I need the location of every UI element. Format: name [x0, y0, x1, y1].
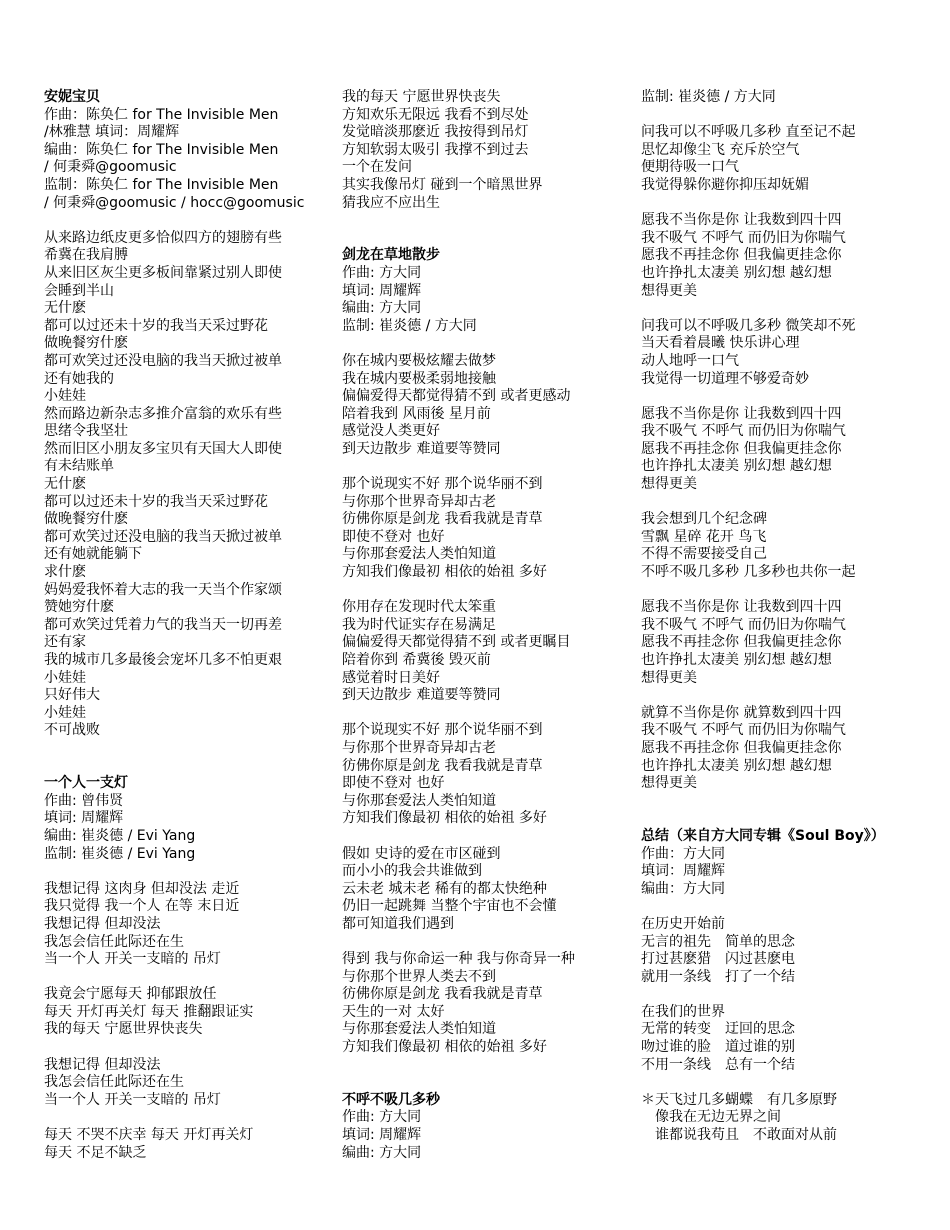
lyric-line: 与你那套爱法人类怕知道 [342, 792, 496, 809]
lyric-line: 就用一条线 打了一个结 [641, 968, 795, 985]
lyric-line: 做晚餐穷什麽 [44, 511, 128, 528]
stanza-spacer [342, 705, 622, 723]
song-title: 安妮宝贝 [44, 89, 100, 105]
lyric-line: 编曲：方大同 [641, 880, 725, 897]
lyric-line: 填词：周耀辉 [641, 863, 725, 880]
lyric-line: 不用一条线 总有一个结 [641, 1056, 795, 1073]
lyric-line: 无言的祖先 简单的思念 [641, 933, 795, 950]
stanza-spacer [342, 1057, 622, 1092]
lyric-line: 每天 不哭不庆幸 每天 开灯再关灯 [44, 1127, 254, 1144]
lyric-line: 即使不登对 也好 [342, 528, 445, 545]
lyric-line: 还有她就能躺下 [44, 546, 142, 563]
lyric-line: 我觉得躲你避你抑压却妩媚 [641, 176, 809, 193]
lyric-line: 求什麽 [44, 564, 86, 581]
lyric-line: 那个说现实不好 那个说华丽不到 [342, 722, 543, 739]
lyric-line: 思绪令我坚壮 [44, 423, 128, 440]
stanza-spacer [342, 212, 622, 247]
lyric-line: 雪飘 星碎 花开 鸟飞 [641, 528, 767, 545]
lyric-line: 我想记得 但却没法 [44, 1056, 161, 1073]
lyric-line: 方知我们像最初 相依的始祖 多好 [342, 810, 547, 827]
lyric-line: 愿我不再挂念你 但我偏更挂念你 [641, 247, 842, 264]
lyric-line: 方知我们像最初 相依的始祖 多好 [342, 1039, 547, 1056]
lyric-line: 吻过谁的脸 道过谁的别 [641, 1039, 795, 1056]
lyric-line: 还有她我的 [44, 370, 114, 387]
stanza-spacer [44, 863, 324, 881]
stanza-spacer [44, 212, 324, 230]
lyric-line: 发觉暗淡那麽近 我按得到吊灯 [342, 124, 529, 141]
lyric-line: 到天边散步 难道要等赞同 [342, 440, 501, 457]
lyric-line: 监制：陈奂仁 for The Invisible Men [44, 176, 279, 193]
lyric-line: 当天看着晨曦 快乐讲心理 [641, 335, 800, 352]
lyric-line: 填词: 周耀辉 [342, 282, 422, 299]
lyric-line: 与你那个世界奇异却古老 [342, 739, 496, 756]
lyric-line: 就算不当你是你 就算数到四十四 [641, 704, 842, 721]
lyric-line: 填词: 周耀辉 [44, 810, 124, 827]
lyric-line: 想得更美 [641, 669, 697, 686]
lyric-line: 我怎会信任此际还在生 [44, 933, 184, 950]
lyric-line: 作曲: 方大同 [342, 1109, 422, 1126]
lyric-line: 都可欢笑过凭着力气的我当天一切再差 [44, 616, 282, 633]
lyric-line: 作曲：陈奂仁 for The Invisible Men [44, 106, 279, 123]
lyric-line: 做晚餐穷什麽 [44, 335, 128, 352]
lyric-line: 监制: 崔炎德 / Evi Yang [44, 845, 196, 862]
stanza-spacer [641, 107, 941, 125]
lyric-line: 我的每天 宁愿世界快丧失 [342, 89, 501, 105]
lyric-line: 我只觉得 我一个人 在等 末日近 [44, 898, 240, 915]
lyric-line: 其实我像吊灯 碰到一个暗黑世界 [342, 176, 543, 193]
lyric-line: 我为时代证实存在易满足 [342, 616, 496, 633]
lyric-line: 也许挣扎太凄美 别幻想 越幻想 [641, 652, 832, 668]
lyric-line: 当一个人 开关一支暗的 吊灯 [44, 1091, 221, 1108]
lyric-line: 在历史开始前 [641, 915, 725, 932]
lyric-line: 从来旧区灰尘更多板间靠紧过别人即使 [44, 264, 282, 281]
lyric-line: 我竟会宁愿每天 抑郁跟放任 [44, 986, 217, 1003]
lyric-line: 想得更美 [641, 775, 697, 792]
lyric-line: 偏偏爱得天都觉得猜不到 或者更感动 [342, 388, 571, 405]
lyric-line: 我的城市几多最後会宠坏几多不怕更艰 [44, 652, 282, 668]
lyric-line: 小娃娃 [44, 388, 86, 405]
stanza-spacer [641, 195, 941, 213]
lyric-line: 也许挣扎太凄美 别幻想 越幻想 [641, 458, 832, 475]
lyric-line: 我想记得 但却没法 [44, 915, 161, 932]
lyric-line: 彷佛你原是剑龙 我看我就是青草 [342, 511, 543, 528]
lyric-line: 我不吸气 不呼气 而仍旧为你喘气 [641, 616, 846, 633]
lyric-line: 偏偏爱得天都觉得猜不到 或者更瞩目 [342, 634, 571, 651]
lyric-line: 与你那套爱法人类怕知道 [342, 546, 496, 563]
stanza-spacer [342, 335, 622, 353]
lyric-line: 感觉没人类更好 [342, 423, 440, 440]
lyric-line: 都可以过还未十岁的我当天采过野花 [44, 493, 268, 510]
stanza-spacer [44, 740, 324, 775]
lyric-line: 从来路边纸皮更多恰似四方的翅膀有些 [44, 229, 282, 246]
lyrics-column-3 [641, 89, 941, 1145]
lyric-line: 我想记得 这肉身 但却没法 走近 [44, 880, 240, 897]
lyric-line: 仍旧一起跳舞 当整个宇宙也不会懂 [342, 898, 557, 915]
lyric-line: 一个在发问 [342, 159, 412, 176]
lyric-line: 我不吸气 不呼气 而仍旧为你喘气 [641, 722, 846, 739]
lyric-line: 我的每天 宁愿世界快丧失 [44, 1021, 203, 1038]
lyric-line: / 何秉舜@goomusic / hocc@goomusic [44, 194, 305, 211]
lyric-line: 填词: 周耀辉 [342, 1127, 422, 1144]
lyric-line: 也许挣扎太凄美 别幻想 越幻想 [641, 264, 832, 281]
lyric-line: 无常的转变 迂回的思念 [641, 1021, 795, 1038]
stanza-spacer [342, 458, 622, 476]
lyric-line: 都可知道我们遇到 [342, 915, 454, 932]
lyric-line: 方知我们像最初 相依的始祖 多好 [342, 564, 547, 581]
stanza-spacer [641, 687, 941, 705]
lyric-line: 也许挣扎太凄美 别幻想 越幻想 [641, 757, 832, 774]
song-title: 一个人一支灯 [44, 775, 128, 792]
lyric-line: 小娃娃 [44, 669, 86, 686]
lyric-line: 与你那个世界奇异却古老 [342, 493, 496, 510]
stanza-spacer [641, 793, 941, 828]
lyric-line: 陪着我到 风雨後 星月前 [342, 405, 491, 422]
song-title: 剑龙在草地散步 [342, 247, 440, 264]
lyric-line: 与你那个世界人类去不到 [342, 968, 496, 985]
lyric-line: 妈妈爱我怀着大志的我一天当个作家颂 [44, 581, 282, 598]
lyric-line: 作曲: 方大同 [342, 264, 422, 281]
lyric-line: ＊天飞过几多蝴蝶 有几多原野 [641, 1091, 837, 1108]
lyric-line: 无什麽 [44, 476, 86, 493]
stanza-spacer [342, 582, 622, 600]
lyric-line: 作曲：方大同 [641, 845, 725, 862]
lyric-line: 你用存在发现时代太笨重 [342, 599, 496, 616]
lyric-line: 有未结账单 [44, 458, 114, 475]
lyric-line: 得到 我与你命运一种 我与你奇异一种 [342, 951, 575, 968]
lyric-line: 像我在无边无界之间 [641, 1109, 781, 1126]
lyric-line: 我在城内要极柔弱地接触 [342, 370, 496, 387]
lyric-line: 每天 不足不缺乏 [44, 1144, 147, 1161]
lyric-line: 监制: 崔炎德 / 方大同 [342, 317, 477, 334]
lyric-line: 云未老 城未老 稀有的都太快绝种 [342, 880, 547, 897]
lyric-line: 愿我不再挂念你 但我偏更挂念你 [641, 440, 842, 457]
lyric-line: 无什麽 [44, 300, 86, 317]
lyric-line: 猜我应不应出生 [342, 194, 440, 211]
lyric-line: 到天边散步 难道要等赞同 [342, 687, 501, 704]
song-title: 总结（来自方大同专辑《Soul Boy》） [641, 827, 885, 844]
lyric-line: 思忆却像尘飞 充斥於空气 [641, 141, 800, 158]
lyric-line: 与你那套爱法人类怕知道 [342, 1021, 496, 1038]
stanza-spacer [641, 582, 941, 600]
lyric-line: 即使不登对 也好 [342, 775, 445, 792]
lyric-line: 问我可以不呼吸几多秒 微笑却不死 [641, 317, 856, 334]
lyrics-column-1 [44, 89, 324, 1162]
lyric-line: 天生的一对 太好 [342, 1003, 445, 1020]
lyric-line: 都可欢笑过还没电脑的我当天掀过被单 [44, 528, 282, 545]
lyric-line: 当一个人 开关一支暗的 吊灯 [44, 951, 221, 968]
lyric-line: 不呼不吸几多秒 几多秒也共你一起 [641, 564, 856, 581]
lyric-line: 愿我不当你是你 让我数到四十四 [641, 212, 842, 229]
stanza-spacer [641, 898, 941, 916]
lyrics-column-2 [342, 89, 622, 1162]
lyric-line: / 何秉舜@goomusic [44, 159, 177, 176]
lyric-line: 彷佛你原是剑龙 我看我就是青草 [342, 757, 543, 774]
lyric-line: 想得更美 [641, 282, 697, 299]
lyric-line: 小娃娃 [44, 704, 86, 721]
lyric-line: 还有家 [44, 634, 86, 651]
lyric-line: 方知软弱太吸引 我撑不到过去 [342, 141, 529, 158]
lyric-line: 愿我不当你是你 让我数到四十四 [641, 599, 842, 616]
lyric-line: 打过甚麽猎 闪过甚麽电 [641, 951, 795, 968]
lyric-line: 都可欢笑过还没电脑的我当天掀过被单 [44, 352, 282, 369]
lyric-line: 不可战败 [44, 722, 100, 739]
lyric-line: 每天 开灯再关灯 每天 推翻跟证实 [44, 1003, 254, 1020]
stanza-spacer [44, 969, 324, 987]
song-title: 不呼不吸几多秒 [342, 1091, 440, 1108]
lyric-line: /林雅慧 填词：周耀辉 [44, 124, 180, 141]
lyric-line: 那个说现实不好 那个说华丽不到 [342, 476, 543, 493]
lyric-line: 我不吸气 不呼气 而仍旧为你喘气 [641, 229, 846, 246]
lyric-line: 而小小的我会共谁做到 [342, 863, 482, 880]
lyric-line: 方知欢乐无限远 我看不到尽处 [342, 106, 529, 123]
lyric-line: 便期待吸一口气 [641, 159, 739, 176]
lyric-line: 赞她穷什麽 [44, 599, 114, 616]
stanza-spacer [342, 934, 622, 952]
stanza-spacer [44, 1039, 324, 1057]
stanza-spacer [641, 494, 941, 512]
lyric-line: 编曲：陈奂仁 for The Invisible Men [44, 141, 279, 158]
lyric-line: 我怎会信任此际还在生 [44, 1074, 184, 1091]
lyric-line: 陪着你到 希冀後 毁灭前 [342, 652, 491, 668]
lyric-line: 会睡到半山 [44, 282, 114, 299]
lyric-line: 愿我不当你是你 让我数到四十四 [641, 405, 842, 422]
lyric-line: 动人地呼一口气 [641, 352, 739, 369]
stanza-spacer [641, 986, 941, 1004]
lyric-line: 然而旧区小朋友多宝贝有天国大人即使 [44, 440, 282, 457]
lyric-line: 谁都说我苟且 不敢面对从前 [641, 1127, 837, 1144]
lyric-line: 问我可以不呼吸几多秒 直至记不起 [641, 124, 856, 141]
stanza-spacer [44, 1109, 324, 1127]
lyric-line: 我会想到几个纪念碑 [641, 511, 767, 528]
lyric-line: 不得不需要接受自己 [641, 546, 767, 563]
lyric-line: 假如 史诗的爱在市区碰到 [342, 845, 501, 862]
lyric-line: 希冀在我肩膊 [44, 247, 128, 264]
lyric-line: 只好伟大 [44, 687, 100, 704]
lyric-line: 编曲: 方大同 [342, 1144, 422, 1161]
stanza-spacer [641, 300, 941, 318]
stanza-spacer [342, 828, 622, 846]
lyric-line: 愿我不再挂念你 但我偏更挂念你 [641, 739, 842, 756]
lyric-line: 监制: 崔炎德 / 方大同 [641, 89, 776, 105]
lyric-line: 愿我不再挂念你 但我偏更挂念你 [641, 634, 842, 651]
lyric-line: 都可以过还未十岁的我当天采过野花 [44, 317, 268, 334]
lyric-line: 编曲: 方大同 [342, 300, 422, 317]
lyric-line: 你在城内要极炫耀去做梦 [342, 352, 496, 369]
lyric-line: 然而路边新杂志多推介富翁的欢乐有些 [44, 405, 282, 422]
lyric-line: 编曲: 崔炎德 / Evi Yang [44, 827, 196, 844]
lyric-line: 彷佛你原是剑龙 我看我就是青草 [342, 986, 543, 1003]
lyric-line: 感觉着时日美好 [342, 669, 440, 686]
lyric-line: 在我们的世界 [641, 1003, 725, 1020]
lyric-line: 我觉得一切道理不够爱奇妙 [641, 370, 809, 387]
lyric-line: 想得更美 [641, 476, 697, 493]
stanza-spacer [641, 388, 941, 406]
lyric-line: 作曲: 曾伟贤 [44, 792, 124, 809]
lyric-line: 我不吸气 不呼气 而仍旧为你喘气 [641, 423, 846, 440]
stanza-spacer [641, 1074, 941, 1092]
